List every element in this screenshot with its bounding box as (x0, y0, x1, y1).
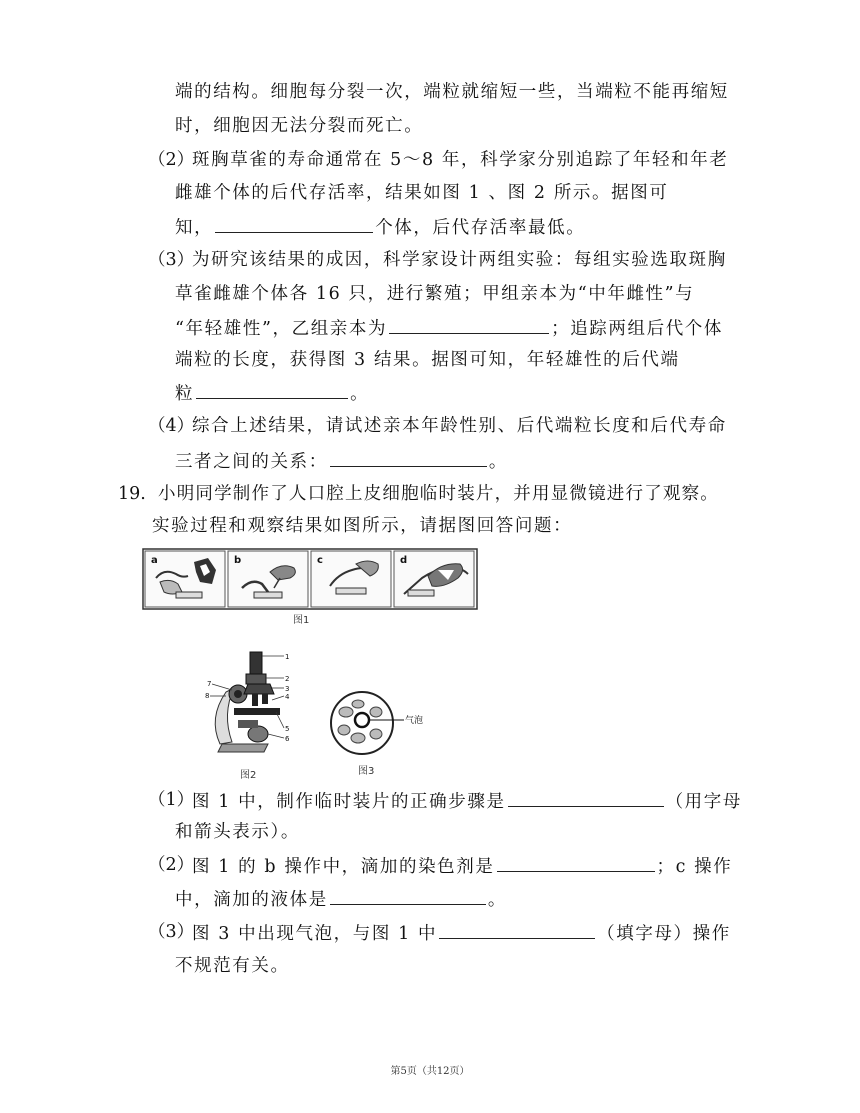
answer-blank[interactable] (330, 448, 487, 467)
question-text: 综合上述结果，请试述亲本年龄性别、后代端粒长度和后代寿命 (192, 416, 727, 436)
figure-3-field-of-view (324, 690, 432, 756)
fig2-number: 2 (285, 675, 290, 683)
fig2-number: 3 (285, 685, 290, 693)
answer-blank[interactable] (439, 920, 595, 939)
question-text: 为研究该结果的成因，科学家设计两组实验：每组实验选取斑胸 (192, 250, 727, 270)
answer-blank[interactable] (508, 788, 664, 807)
figure-2-caption: 图2 (240, 770, 257, 781)
paragraph-line: 端的结构。细胞每分裂一次，端粒就缩短一些，当端粒不能再缩短 (175, 82, 729, 102)
text-segment: 图 1 的 b 操作中，滴加的染色剂是 (192, 857, 495, 877)
text-segment: “年轻雄性”，乙组亲本为 (175, 319, 388, 339)
answer-blank[interactable] (330, 886, 486, 905)
page-footer: 第5页（共12页） (390, 1066, 470, 1077)
subquestion-label: （3） (148, 922, 195, 942)
question-text (175, 214, 585, 240)
fig2-number: 8 (205, 692, 210, 700)
text-segment: 。 (350, 384, 370, 404)
figure-1-procedure (142, 548, 478, 610)
subquestion-label: （3） (148, 250, 195, 270)
answer-blank[interactable] (215, 214, 373, 233)
text-segment: 图 3 中出现气泡，与图 1 中 (192, 924, 438, 944)
figure-1-caption: 图1 (293, 615, 310, 626)
question-text: 雌雄个体的后代存活率，结果如图 1 、图 2 所示。据图可 (175, 183, 669, 203)
question-text (192, 788, 742, 814)
question-number: 19. (118, 484, 146, 504)
text-segment: 图 1 中，制作临时装片的正确步骤是 (192, 792, 506, 812)
fig2-number: 6 (285, 735, 290, 743)
question-text (175, 315, 723, 341)
fig2-number: 4 (285, 693, 290, 701)
text-segment: ；c 操作 (656, 857, 733, 877)
question-text (192, 920, 731, 946)
subquestion-label: （2） (148, 855, 195, 875)
text-segment: ；追踪两组后代个体 (551, 319, 723, 339)
question-text: 不规范有关。 (175, 956, 290, 976)
fig1-panel-label: b (234, 555, 242, 566)
question-text: 和箭头表示）。 (175, 822, 300, 842)
fig1-panel-c (311, 551, 391, 607)
question-text (175, 380, 369, 406)
answer-blank[interactable] (196, 380, 348, 399)
text-segment: 中，滴加的液体是 (175, 890, 328, 910)
answer-blank[interactable] (389, 315, 549, 334)
subquestion-label: （4） (148, 416, 195, 436)
text-segment: （填字母）操作 (597, 924, 731, 944)
question-text: 草雀雌雄个体各 16 只，进行繁殖；甲组亲本为“中年雌性”与 (175, 284, 695, 304)
text-segment: 三者之间的关系： (175, 452, 328, 472)
question-text (175, 448, 508, 474)
fig2-number: 5 (285, 725, 290, 733)
fig3-bubble-label: 气泡 (405, 716, 424, 726)
question-text: 斑胸草雀的寿命通常在 5～8 年，科学家分别追踪了年轻和年老 (192, 150, 729, 170)
subquestion-label: （1） (148, 790, 195, 810)
figure-3-caption: 图3 (358, 766, 375, 777)
question-text (192, 853, 732, 879)
fig1-panel-label: c (317, 555, 323, 566)
subquestion-label: （2） (148, 150, 195, 170)
question-text: 小明同学制作了人口腔上皮细胞临时装片，并用显微镜进行了观察。 (158, 484, 719, 504)
answer-blank[interactable] (497, 853, 655, 872)
text-segment: （用字母 (665, 792, 742, 812)
question-text: 实验过程和观察结果如图所示，请据图回答问题： (152, 516, 573, 536)
paragraph-line: 时，细胞因无法分裂而死亡。 (175, 116, 424, 136)
text-segment: 。 (488, 452, 508, 472)
fig1-panel-label: a (151, 555, 158, 566)
text-segment: 。 (487, 890, 507, 910)
fig1-panel-label: d (400, 555, 408, 566)
text-segment: 知， (175, 218, 214, 238)
question-text (175, 886, 507, 912)
fig2-number: 1 (285, 653, 290, 661)
text-segment: 个体，后代存活率最低。 (375, 218, 586, 238)
fig2-number: 7 (207, 680, 212, 688)
figure-2-microscope (198, 648, 294, 760)
text-segment: 粒 (175, 384, 195, 404)
question-text: 端粒的长度，获得图 3 结果。据图可知，年轻雄性的后代端 (175, 350, 680, 370)
